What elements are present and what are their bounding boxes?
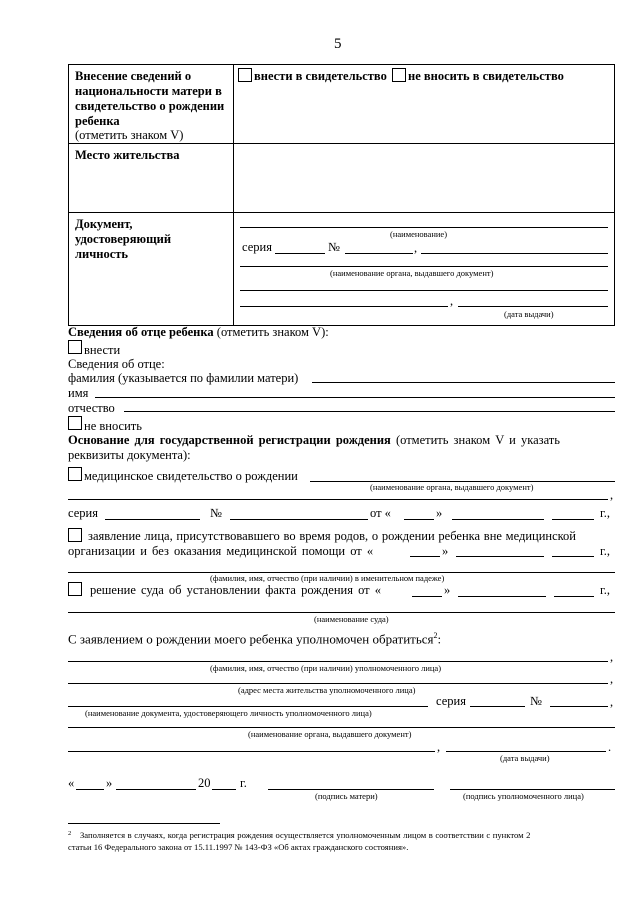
court-year-line[interactable]: [554, 596, 594, 597]
rep-fio-comma: ,: [610, 650, 614, 664]
sign-date-open: «: [68, 776, 75, 790]
rep-signature-caption: (подпись уполномоченного лица): [463, 791, 584, 801]
nationality-not-enter-label: не вносить в свидетельство: [408, 69, 564, 83]
mother-signature-line[interactable]: [268, 789, 434, 790]
court-month-line[interactable]: [458, 596, 546, 597]
father-info-label: Сведения об отце:: [68, 357, 165, 371]
rep-date-caption: (дата выдачи): [500, 753, 550, 763]
rep-org-caption: (наименование органа, выдавшего документ): [248, 729, 412, 739]
representative-heading: С заявлением о рождении моего ребенка уполномочен обратиться$^2$:: [68, 631, 442, 647]
basis-year-line[interactable]: [552, 519, 594, 520]
rep-series-line[interactable]: [470, 706, 525, 707]
rep-series-label: серия: [436, 694, 466, 708]
id-doc-num-label: №: [328, 240, 340, 254]
rep-org-line-1[interactable]: [68, 727, 615, 728]
id-doc-org-line-4[interactable]: [240, 306, 448, 307]
witness-statement-text-1: заявление лица, присутствовавшего во время родов, о рождении ребенка вне медицинской: [88, 529, 577, 543]
basis-series-line[interactable]: [105, 519, 200, 520]
basis-month-line[interactable]: [452, 519, 544, 520]
witness-close-quote: »: [442, 544, 449, 558]
id-doc-name-caption: (наименование): [390, 229, 448, 239]
witness-month-line[interactable]: [456, 556, 544, 557]
rep-org-comma: ,: [437, 740, 441, 754]
residence-label: Место жительства: [75, 148, 180, 162]
witness-year-line[interactable]: [552, 556, 594, 557]
sign-year-suffix: г.: [240, 776, 247, 790]
rep-fio-line[interactable]: [68, 661, 608, 662]
rep-date-period: .: [608, 740, 612, 754]
footnote-mark: 2: [68, 830, 72, 837]
nationality-enter-checkbox[interactable]: [238, 68, 252, 82]
father-patronymic-line[interactable]: [124, 411, 615, 412]
court-decision-text: решение суда об установлении факта рождения от «: [90, 583, 382, 597]
rep-num-comma: ,: [610, 695, 614, 709]
witness-statement-checkbox[interactable]: [68, 528, 82, 542]
medical-cert-caption: (наименование органа, выдавшего документ): [370, 482, 534, 492]
nationality-label-4: ребенка: [75, 114, 120, 128]
witness-statement-text-2: организации и без оказания медицинской помощи от «: [68, 544, 374, 558]
basis-year-label: г.,: [600, 506, 610, 520]
nationality-label-5: (отметить знаком V): [75, 128, 184, 142]
basis-heading-2: реквизиты документа):: [68, 448, 191, 462]
court-name-line[interactable]: [68, 612, 615, 613]
court-name-caption: (наименование суда): [314, 614, 389, 624]
nationality-label-2: национальности матери в: [75, 84, 222, 98]
id-doc-series-line[interactable]: [275, 253, 325, 254]
id-doc-date-caption: (дата выдачи): [504, 309, 554, 319]
id-doc-org-caption: (наименование органа, выдавшего документ): [330, 268, 494, 278]
id-doc-label-1: Документ,: [75, 217, 133, 231]
medical-org-line[interactable]: [68, 499, 608, 500]
sign-month-line[interactable]: [116, 789, 196, 790]
sign-date-close: »: [106, 776, 113, 790]
court-close-quote: »: [444, 583, 451, 597]
id-doc-name-line[interactable]: [240, 227, 608, 228]
rep-address-comma: ,: [610, 672, 614, 686]
id-doc-label-3: личность: [75, 247, 129, 261]
nationality-not-enter-checkbox[interactable]: [392, 68, 406, 82]
father-heading: Сведения об отце ребенка (отметить знаком V):: [68, 325, 329, 339]
id-doc-comma-2: ,: [450, 294, 454, 308]
witness-year-label: г.,: [600, 544, 610, 558]
father-enter-checkbox[interactable]: [68, 340, 82, 354]
father-surname-line[interactable]: [312, 382, 615, 383]
basis-from-label: от «: [370, 506, 391, 520]
id-doc-org-line-2[interactable]: [240, 266, 608, 267]
sign-day-line[interactable]: [76, 789, 104, 790]
court-decision-checkbox[interactable]: [68, 582, 82, 596]
page-number: 5: [334, 36, 342, 52]
court-year-label: г.,: [600, 583, 610, 597]
medical-org-comma: ,: [610, 488, 614, 502]
rep-doc-line[interactable]: [68, 706, 428, 707]
rep-date-line[interactable]: [446, 751, 606, 752]
sign-year-line[interactable]: [212, 789, 236, 790]
rep-doc-caption: (наименование документа, удостоверяющего личность уполномоченного лица): [85, 708, 372, 718]
rep-num-line[interactable]: [550, 706, 608, 707]
medical-cert-checkbox[interactable]: [68, 467, 82, 481]
nationality-label-1: Внесение сведений о: [75, 69, 192, 83]
sign-year-prefix: 20: [198, 776, 211, 790]
father-not-enter-checkbox[interactable]: [68, 416, 82, 430]
father-patronymic-label: отчество: [68, 401, 115, 415]
rep-signature-line[interactable]: [450, 789, 615, 790]
id-doc-org-line-1[interactable]: [421, 253, 608, 254]
id-doc-label-2: удостоверяющий: [75, 232, 172, 246]
nationality-label-3: свидетельство о рождении: [75, 99, 225, 113]
father-surname-label: фамилия (указывается по фамилии матери): [68, 371, 299, 385]
witness-fio-caption: (фамилия, имя, отчество (при наличии) в именительном падеже): [210, 573, 445, 583]
medical-cert-label: медицинское свидетельство о рождении: [84, 469, 298, 483]
basis-heading-1: Основание для государственной регистрации рождения (отметить знаком V и указать: [68, 433, 560, 447]
id-doc-num-line[interactable]: [345, 253, 413, 254]
footnote-text-2: статьи 16 Федерального закона от 15.11.1997 № 143-ФЗ «Об актах гражданского состояния».: [68, 842, 409, 852]
rep-org-line-2[interactable]: [68, 751, 435, 752]
basis-close-quote: »: [436, 506, 443, 520]
nationality-enter-label: внести в свидетельство: [254, 69, 387, 83]
basis-day-line[interactable]: [404, 519, 434, 520]
witness-day-line[interactable]: [410, 556, 440, 557]
basis-num-label: №: [210, 506, 222, 520]
father-name-line[interactable]: [95, 397, 615, 398]
father-not-enter-label: не вносить: [84, 419, 142, 433]
basis-num-line[interactable]: [230, 519, 368, 520]
rep-fio-caption: (фамилия, имя, отчество (при наличии) уполномоченного лица): [210, 663, 442, 673]
id-doc-org-line-3[interactable]: [240, 290, 608, 291]
rep-address-caption: (адрес места жительства уполномоченного лица): [238, 685, 416, 695]
id-doc-comma: ,: [414, 241, 418, 255]
id-doc-series-label: серия: [242, 240, 272, 254]
rep-num-label: №: [530, 694, 542, 708]
court-day-line[interactable]: [412, 596, 442, 597]
father-name-label: имя: [68, 386, 89, 400]
footnote-text-1: Заполняется в случаях, когда регистрация рождения осуществляется уполномоченным лицом в соответствии с пунктом 2: [80, 830, 531, 840]
mother-signature-caption: (подпись матери): [315, 791, 378, 801]
father-enter-label: внести: [84, 343, 121, 357]
id-doc-date-line[interactable]: [458, 306, 608, 307]
footnote-separator: [68, 823, 220, 824]
basis-series-label: серия: [68, 506, 98, 520]
rep-address-line[interactable]: [68, 683, 608, 684]
